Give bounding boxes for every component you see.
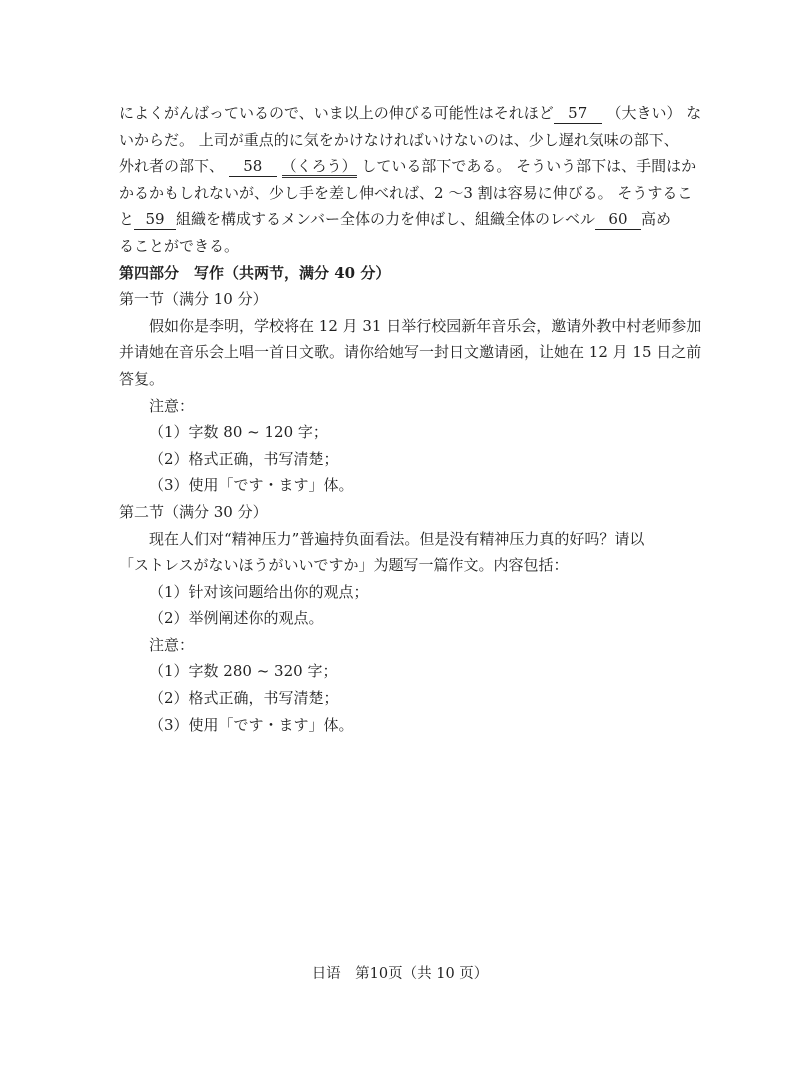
section1-prompt-line-3: 答复。 (119, 369, 165, 388)
passage-line-3 (119, 153, 697, 180)
section2-note-3: （3）使用「です・ます」体。 (149, 715, 354, 734)
section2-prompt-line-2: 「ストレスがないほうがいいですか」为题写一篇作文。内容包括： (119, 556, 569, 575)
section2-note-2: （2）格式正确，书写清楚； (149, 689, 339, 708)
page-content (119, 100, 702, 738)
passage-text: によくがんばっているので、いま以上の伸びる可能性はそれほど (119, 104, 554, 122)
section2-point-2: （2）举例阐述你的观点。 (149, 609, 324, 628)
section2-title: 第二节（满分 30 分） (119, 502, 268, 521)
page-footer: 日语 第10页（共 10 页） (311, 966, 489, 982)
passage-text: と (119, 210, 135, 229)
blank-59: 59 (134, 209, 176, 230)
section1-note-label: 注意： (149, 396, 195, 415)
section2-point-1: （1）针对该问题给出你的观点； (149, 582, 369, 601)
section1-note-3: （3）使用「です・ます」体。 (149, 476, 354, 495)
section2-note-1: （1）字数 280 ~ 320 字； (149, 662, 338, 681)
blank-57: 57 (554, 103, 602, 124)
writing-heading: 第四部分 写作（共两节，满分 40 分） (119, 263, 391, 282)
passage-text: 組織を構成するメンバー全体の力を伸ばし、組織全体のレベル (176, 210, 595, 229)
passage-text: している部下である。 そういう部下は、手間はか (361, 157, 697, 176)
section1-note-1: （1）字数 80 ~ 120 字； (149, 423, 328, 442)
section1-prompt-line-1: 假如你是李明，学校将在 12 月 31 日举行校园新年音乐会，邀请外教中村老师参加 (149, 316, 702, 335)
section1-note-2: （2）格式正确，书写清楚； (149, 449, 339, 468)
passage-line-4: かるかもしれないが、少し手を差し伸べれば、2 ～3 割は容易に伸びる。 そうするこ (119, 183, 693, 202)
blank-58: 58 (229, 156, 277, 177)
passage-line-6: ることができる。 (119, 236, 240, 255)
passage-text: 外れ者の部下、 (119, 157, 225, 176)
passage-line-1 (119, 100, 702, 127)
hint-text: （くろう） (282, 157, 357, 178)
section1-prompt-line-2: 并请她在音乐会上唱一首日文歌。请你给她写一封日文邀请函，让她在 12 月 15 日之前 (119, 343, 702, 362)
blank-60: 60 (595, 209, 641, 230)
passage-text: な (686, 104, 702, 122)
passage-text: 高め (640, 210, 671, 229)
section2-note-label: 注意： (149, 635, 195, 654)
section1-title: 第一节（满分 10 分） (119, 290, 268, 309)
section2-prompt-line-1: 现在人们对“精神压力”普遍持负面看法。但是没有精神压力真的好吗？请以 (149, 529, 645, 548)
hint-text: （大きい） (606, 104, 682, 122)
passage-line-5 (119, 206, 691, 233)
passage-line-2: いからだ。 上司が重点的に気をかけなければいけないのは、少し遅れ気味の部下、 (119, 130, 679, 149)
